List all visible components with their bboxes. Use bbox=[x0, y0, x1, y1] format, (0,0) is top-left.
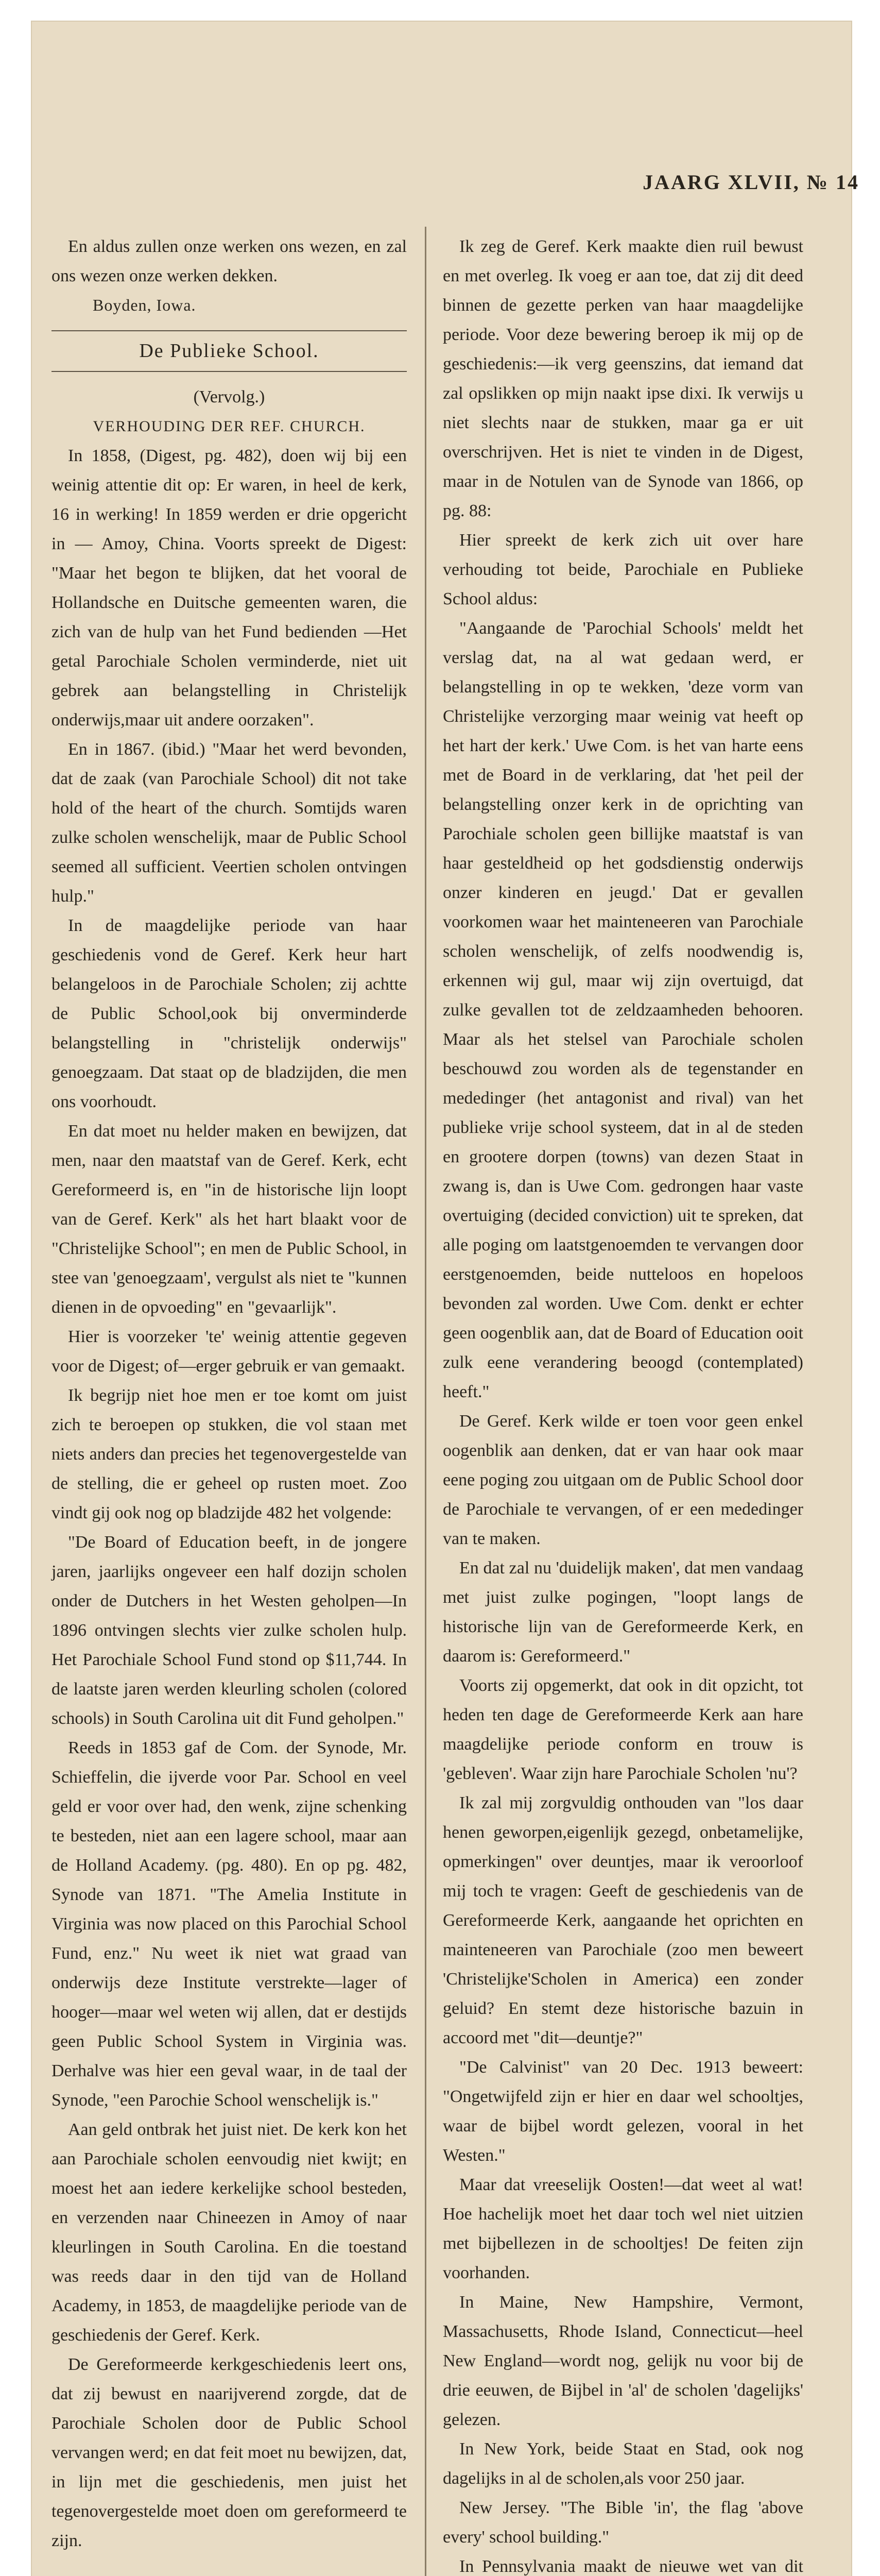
left-paragraphs bbox=[51, 441, 407, 2555]
article-paragraph: "Aangaande de 'Parochial Schools' meldt het verslag dat, na al wat gedaan werd, er belangstelling in op te wekken, 'deze vorm van Christelijke verzorging maar weinig vat heeft op het hart der kerk.' Uwe Com. is het van harte eens met de Board in de verklaring, dat 'het peil der belangstelling onzer kerk in de oprichting van Parochiale scholen geen billijke maatstaf is van haar gesteldheid op het godsdienstig onderwijs onzer kinderen en jeugd.' Dat er gevallen voorkomen waar het mainteneeren van Parochiale scholen wenschelijk, of zelfs noodwendig is, erkennen wij gul, maar wij zijn overtuigd, dat zulke gevallen tot de zeldzaamheden behooren. Maar als het stelsel van Parochiale scholen beschouwd zou worden als de tegenstander en mededinger (het antagonist and rival) van het publieke vrije school systeem, dat in al de steden en grootere dorpen (towns) van dezen Staat in zwang is, dan is Uwe Com. gedrongen haar vaste overtuiging (decided conviction) uit te spreken, dat alle poging om laatstgenoemden te vervangen door eerstgenoemden, beide nutteloos en hopeloos bevonden zal worden. Uwe Com. denkt er echter geen oogenblik aan, dat de Board of Education ooit zulk eene verandering beoogd (contemplated) heeft." bbox=[443, 619, 803, 1401]
article-paragraph: In Pennsylvania maakt de nieuwe wet van dit bbox=[459, 2557, 803, 2576]
article-paragraph: Reeds in 1853 gaf de Com. der Synode, Mr. Schieffelin, die ijverde voor Par. School en veel geld er voor over had, den wenk, zijne schenking te besteden, niet aan een lagere school, maar aan de Holland Academy. (pg. 480). En op pg. 482, Synode van 1871. "The Amelia Institute in Virginia was now placed on this Parochial School Fund, enz." Nu weet ik niet wat graad van onderwijs deze Institute verstrekte—lager of hooger—maar wel weten wij allen, dat er destijds geen Public School System in Virginia was. Derhalve was hier een geval waar, in de taal der Synode, "een Parochie School wenschelijk is." bbox=[51, 1738, 407, 2110]
left-column bbox=[51, 232, 407, 2555]
article-paragraph: De Gereformeerde kerkgeschiedenis leert ons, dat zij bewust en naarijverend zorgde, dat de Parochiale Scholen door de Public School vervangen werd; en dat feit moet nu bewijzen, dat, in lijn met die geschiedenis, men juist het tegenovergestelde moet doen om gereformeerd te zijn. bbox=[51, 2355, 407, 2550]
article-paragraph: Voorts zij opgemerkt, dat ook in dit opzicht, tot heden ten dage de Gereformeerde Kerk aan hare maagdelijke periode conform en trouw is 'gebleven'. Waar zijn hare Parochiale Scholen 'nu'? bbox=[443, 1676, 803, 1783]
issue-header: JAARG XLVII, № 14 bbox=[643, 171, 859, 194]
article-paragraph: "De Board of Education beeft, in de jongere jaren, jaarlijks ongeveer een half dozijn scholen onder de Dutchers in het Westen geholpen—In 1896 ontvingen slechts vier zulke scholen hulp. Het Parochiale School Fund stond op $11,744. In de laatste jaren werden kleurling scholen (colored schools) in South Carolina uit dit Fund geholpen." bbox=[51, 1533, 407, 1728]
intro-paragraph: En aldus zullen onze werken ons wezen, en zal ons wezen onze werken dekken. bbox=[51, 237, 407, 285]
intro-signature: Boyden, Iowa. bbox=[93, 296, 196, 314]
article-paragraph: En dat moet nu helder maken en bewijzen, dat men, naar den maatstaf van de Geref. Kerk, echt Gereformeerd is, en "in de historische lijn loopt van de Geref. Kerk" als het hart blaakt voor de "Christelijke School"; en men de Public School, in stee van 'genoegzaam', vergulst als niet te "kunnen dienen in de opvoeding" en "gevaarlijk". bbox=[51, 1122, 407, 1317]
article-paragraph: En in 1867. (ibid.) "Maar het werd bevonden, dat de zaak (van Parochiale School) dit not take hold of the heart of the church. Somtijds waren zulke scholen wenschelijk, maar de Public School seemed all sufficient. Veertien scholen ontvingen hulp." bbox=[51, 740, 407, 906]
article-paragraph: In de maagdelijke periode van haar geschiedenis vond de Geref. Kerk heur hart belangeloos in de Parochiale Scholen; zij achtte de Public School,ook bij onverminderde belangstelling in "christelijk onderwijs" genoegzaam. Dat staat op de bladzijden, die men ons voorhoudt. bbox=[51, 916, 407, 1111]
article-paragraph: In 1858, (Digest, pg. 482), doen wij bij een weinig attentie dit op: Er waren, in heel de kerk, 16 in werking! In 1859 werden er drie opgericht in — Amoy, China. Voorts spreekt de Digest: "Maar het begon te blijken, dat het vooral de Hollandsche en Duitsche gemeenten waren, die zich van de hulp van het Fund bedienden —Het getal Parochiale Scholen verminderde, niet uit gebrek aan belangstelling in Christelijk onderwijs,maar uit andere oorzaken". bbox=[51, 446, 407, 730]
right-paragraphs bbox=[443, 232, 803, 2576]
article-paragraph: Ik zeg de Geref. Kerk maakte dien ruil bewust en met overleg. Ik voeg er aan toe, dat zij dit deed binnen de gezette perken van haar maagdelijke periode. Voor deze bewering beroep ik mij op de geschiedenis:—ik verg geenszins, dat iemand dat zal opslikken op mijn naakt ipse dixi. Ik verwijs u niet slechts naar de stukken, maar ga er uit overschrijven. Het is niet te vinden in de Digest, maar in de Notulen van de Synode van 1866, op pg. 88: bbox=[443, 237, 803, 520]
article-subtitle: VERHOUDING DER REF. CHURCH. bbox=[93, 418, 366, 435]
article-paragraph: En dat zal nu 'duidelijk maken', dat men vandaag met juist zulke pogingen, "loopt langs de historische lijn van de Gereformeerde Kerk, en daarom is: Gereformeerd." bbox=[443, 1558, 803, 1666]
article-paragraph: In New York, beide Staat en Stad, ook nog dagelijks in al de scholen,als voor 250 jaar. bbox=[443, 2439, 803, 2488]
article-paragraph: Maar dat vreeselijk Oosten!—dat weet al wat! Hoe hachelijk moet het daar toch wel niet uitzien met bijbellezen in de schooltjes! De feiten zijn voorhanden. bbox=[443, 2175, 803, 2282]
article-paragraph: De Geref. Kerk wilde er toen voor geen enkel oogenblik aan denken, dat er van haar ook maar eene poging zou uitgaan om de Public School door de Parochiale te vervangen, of er een mededinger van te maken. bbox=[443, 1412, 803, 1548]
article-paragraph: "De Calvinist" van 20 Dec. 1913 beweert: "Ongetwijfeld zijn er hier en daar wel schooltjes, waar de bijbel wordt gelezen, vooral in het Westen." bbox=[443, 2058, 803, 2165]
article-paragraph: New Jersey. "The Bible 'in', the flag 'above every' school building." bbox=[443, 2498, 803, 2547]
continuation-note: (Vervolg.) bbox=[193, 387, 265, 406]
article-paragraph: Hier is voorzeker 'te' weinig attentie gegeven voor de Digest; of—erger gebruik er van gemaakt. bbox=[51, 1327, 407, 1376]
article-paragraph: Ik zal mij zorgvuldig onthouden van "los daar henen geworpen,eigenlijk gezegd, onbetamelijke, opmerkingen" over deuntjes, maar ik veroorloof mij toch te vragen: Geeft de geschiedenis van de Gereformeerde Kerk, aangaande het oprichten en mainteneeren van Parochiale (zoo men beweert 'Christelijke'Scholen in America) een zonder geluid? En stemt deze historische bazuin in accoord met "dit—deuntje?" bbox=[443, 1793, 803, 2047]
article-paragraph: In Maine, New Hampshire, Vermont, Massachusetts, Rhode Island, Connecticut—heel New England—wordt nog, gelijk nu voor bij de drie eeuwen, de Bijbel in 'al' de scholen 'dagelijks' gelezen. bbox=[443, 2293, 803, 2429]
article-paragraph: Ik begrijp niet hoe men er toe komt om juist zich te beroepen op stukken, die vol staan met niets anders dan precies het tegenovergestelde van de stelling, die er geheel op rusten moet. Zoo vindt gij ook nog op bladzijde 482 het volgende: bbox=[51, 1386, 407, 1522]
section-title: De Publieke School. bbox=[51, 330, 407, 372]
right-column bbox=[443, 232, 803, 2576]
article-paragraph: Aan geld ontbrak het juist niet. De kerk kon het aan Parochiale scholen eenvoudig niet kwijt; en moest het aan iedere kerkelijke school besteden, en verzenden naar Chineezen in Amoy of naar kleurlingen in South Carolina. En die toestand was reeds daar in den tijd van de Holland Academy, in 1853, de maagdelijke periode van de geschiedenis der Geref. Kerk. bbox=[51, 2120, 407, 2345]
column-divider bbox=[425, 227, 426, 2576]
article-paragraph: Hier spreekt de kerk zich uit over hare verhouding tot beide, Parochiale en Publieke School aldus: bbox=[443, 531, 803, 608]
